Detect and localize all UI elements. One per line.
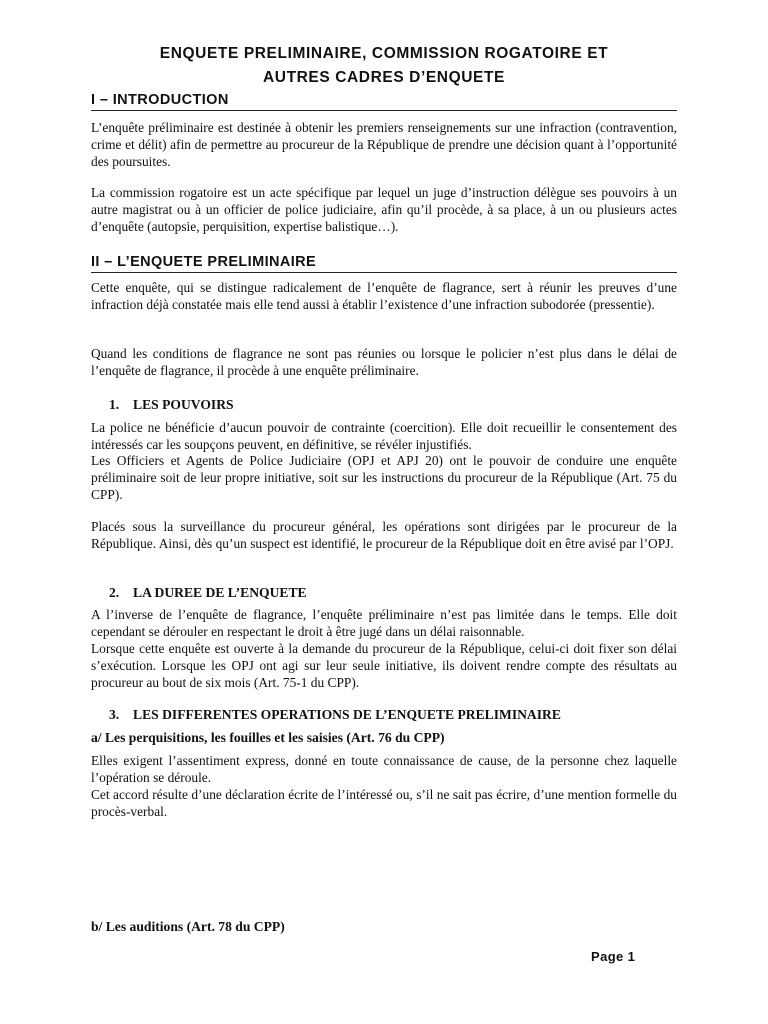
document-page	[91, 0, 677, 1024]
subsection-heading-duree	[109, 584, 307, 601]
item-heading-auditions: b/ Les auditions (Art. 78 du CPP)	[91, 919, 285, 934]
paragraph: Placés sous la surveillance du procureur général, les opérations sont dirigées par le procureur de la République. Ainsi, dès qu’un suspect est identifié, le procureur de la République doit en être avisé par l’OPJ.	[91, 519, 677, 551]
paragraph: Quand les conditions de flagrance ne sont pas réunies ou lorsque le policier n’est plus dans le délai de l’enquête de flagrance, il procède à une enquête préliminaire.	[91, 346, 677, 378]
subsection-heading-pouvoirs	[109, 396, 234, 413]
subsection-number: 2.	[109, 585, 120, 600]
document-title-line-1: ENQUETE PRELIMINAIRE, COMMISSION ROGATOIRE ET	[159, 45, 609, 62]
paragraph: A l’inverse de l’enquête de flagrance, l’enquête préliminaire n’est pas limitée dans le temps. Elle doit cependant se dérouler en respectant le droit à être jugé dans un délai raisonnable.	[91, 607, 677, 639]
subsection-heading-operations	[109, 706, 561, 723]
document-title-line-2: AUTRES CADRES D’ENQUETE	[262, 69, 506, 86]
paragraph: L’enquête préliminaire est destinée à obtenir les premiers renseignements sur une infraction (contravention, crime et délit) afin de permettre au procureur de la République de prendre une décision quant à l’opportunité des poursuites.	[91, 120, 677, 169]
paragraph: Les Officiers et Agents de Police Judiciaire (OPJ et APJ 20) ont le pouvoir de conduire une enquête préliminaire soit de leur propre initiative, soit sur les instructions du procureur de la République (Art. 75 du CPP).	[91, 453, 677, 502]
paragraph: Cet accord résulte d’une déclaration écrite de l’intéressé ou, s’il ne sait pas écrire, d’une mention formelle du procès-verbal.	[91, 787, 677, 819]
item-heading-perquisitions: a/ Les perquisitions, les fouilles et les saisies (Art. 76 du CPP)	[91, 730, 445, 745]
paragraph: Lorsque cette enquête est ouverte à la demande du procureur de la République, celui-ci doit fixer son délai s’exécution. Lorsque les OPJ ont agi sur leur seule initiative, ils doivent rendre compte des résultats au procureur au bout de six mois (Art. 75-1 du CPP).	[91, 641, 677, 690]
subsection-number: 1.	[109, 397, 120, 412]
section-heading-enquete-preliminaire: II – L’ENQUETE PRELIMINAIRE	[91, 253, 677, 273]
page-number: Page 1	[591, 949, 636, 964]
paragraph: La commission rogatoire est un acte spécifique par lequel un juge d’instruction délègue ses pouvoirs à un autre magistrat ou à un officier de police judiciaire, afin qu’il procède, à sa place, à un ou plusieurs actes d’enquête (autopsie, perquisition, expertise balistique…).	[91, 185, 677, 234]
subsection-title: LA DUREE DE L’ENQUETE	[133, 585, 307, 600]
subsection-number: 3.	[109, 707, 120, 722]
paragraph: Cette enquête, qui se distingue radicalement de l’enquête de flagrance, sert à réunir les preuves d’une infraction déjà constatée mais elle tend aussi à établir l’existence d’une infraction subodorée (pressentie).	[91, 280, 677, 312]
section-heading-introduction: I – INTRODUCTION	[91, 91, 677, 111]
paragraph: Elles exigent l’assentiment express, donné en toute connaissance de cause, de la personne chez laquelle l’opération se déroule.	[91, 753, 677, 785]
paragraph: La police ne bénéficie d’aucun pouvoir de contrainte (coercition). Elle doit recueillir le consentement des intéressés car les soupçons peuvent, en définitive, se révéler injustifiés.	[91, 420, 677, 452]
document-title	[91, 42, 677, 90]
subsection-title: LES DIFFERENTES OPERATIONS DE L’ENQUETE PRELIMINAIRE	[133, 707, 561, 722]
subsection-title: LES POUVOIRS	[133, 397, 234, 412]
